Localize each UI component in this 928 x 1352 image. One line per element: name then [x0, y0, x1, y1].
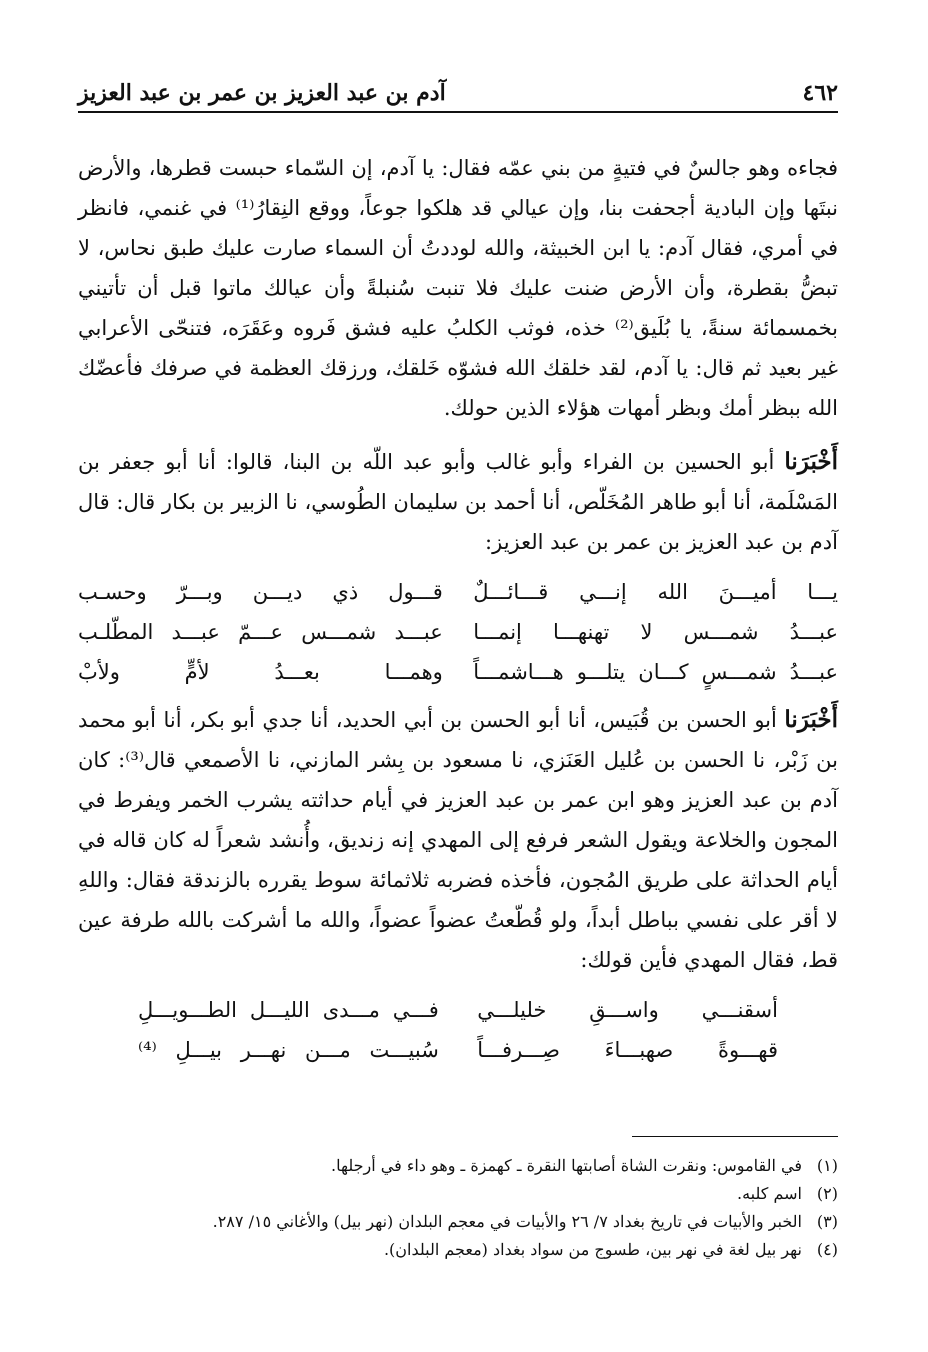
footnote-number: (١) [816, 1156, 838, 1175]
paragraph-2 [78, 442, 838, 562]
verse-line [78, 652, 838, 692]
footnotes [78, 1152, 838, 1264]
running-title: آدم بن عبد العزيز بن عمر بن عبد العزيز [78, 80, 446, 106]
hemistich-left: سُبيـــت مـــن نهـــر بيـــلِ ⁽⁴⁾ [138, 1038, 439, 1062]
footnote [78, 1152, 838, 1180]
verse-line [78, 612, 838, 652]
hemistich-left: فـــي مـــدى الليـــل الطـــويـــلِ [138, 998, 439, 1022]
hemistich-left: عبـــد شمـــس عـــمّ عبـــد المطّلـب [78, 620, 443, 644]
poem-1 [78, 572, 838, 692]
paragraph-3 [78, 700, 838, 980]
paragraph-3-text: أبو الحسن بن قُبَيس، أنا أبو الحسن بن أبي الحديد، أنا جدي أبو بكر، أنا أبو محمد بن زَبْر، نا الحسن بن عُليل العَنَزي، نا مسعود بن بِشر المازني، نا الأصمعي قال⁽³⁾: كان آدم بن عبد العزيز وهو ابن عمر بن عبد العزيز في أيام حداثته يشرب الخمر ويفرط في المجون والخلاعة ويقول الشعر فرفع إلى المهدي إنه زنديق، وأُنشد شعراً له كان قاله في أيام الحداثة على طريق المُجون، فأخذه فضربه ثلاثمائة سوط يقرره بالزندقة فقال: واللهِ لا أقر على نفسي بباطل أبداً، ولو قُطّعتُ عضواً عضواً، والله ما أشركت بالله طرفة عين قط، فقال المهدي فأين قولك: [78, 708, 838, 972]
poem-2 [138, 990, 778, 1070]
footnote-text: في القاموس: ونقرت الشاة أصابتها النقرة ـ كهمزة ـ وهو داء في أرجلها. [331, 1156, 802, 1175]
footnote-number: (٢) [816, 1184, 838, 1203]
hemistich-right: أسقنـــي واســـقِ خليلـــي [477, 998, 778, 1022]
main-text [78, 148, 838, 1070]
akhbarana-lead: أَخْبَرَنا [784, 706, 838, 733]
page-number: ٤٦٢ [802, 80, 838, 106]
akhbarana-lead: أَخْبَرَنا [784, 448, 838, 475]
hemistich-right: قهـــوةً صهبـــاءَ صِـــرفـــاً [477, 1038, 778, 1062]
paragraph-1: فجاءه وهو جالسٌ في فتيةٍ من بني عمّه فقال: يا آدم، إن السّماء حبست قطرها، والأرض نبتَها وإن البادية أجحفت بنا، وإن عيالي قد هلكوا جوعاً، ووقع النِقارُ⁽¹⁾ في غنمي، فانظر في أمري، فقال آدم: يا ابن الخبيثة، والله لوددتُ أن السماء صارت عليك طبق نحاس، لا تبضُّ بقطرة، وأن الأرض ضنت عليك فلا تنبت سُنبلةً وأن عيالك ماتوا قبل أن تأتيني بخمسمائة سنةً، يا بُلَيق⁽²⁾ خذه، فوثب الكلبُ عليه فشق فَروه وعَقَرَه، فتنحّى الأعرابي غير بعيد ثم قال: يا آدم، لقد خلقك الله فشوّه خَلقك، ورزقك العظمة في صرفك فأعضّك الله ببظر أمك وبظر أمهات هؤلاء الذين حولك. [78, 156, 838, 420]
hemistich-right: عبـــدُ شمـــسٍ كـــان يتلـــو هـــاشمـــاً [473, 660, 838, 684]
paragraph-2-text: أبو الحسين بن الفراء وأبو غالب وأبو عبد اللّه بن البنا، قالوا: أنا أبو جعفر بن المَسْلَمة، أنا أبو طاهر المُخَلّص، أنا أحمد بن سليمان الطُوسي، نا الزبير بن بكار قال: قال آدم بن عبد العزيز بن عمر بن عبد العزيز: [78, 450, 838, 554]
verse-line [138, 990, 778, 1030]
footnote [78, 1236, 838, 1264]
verse-line [78, 572, 838, 612]
footnote-text: نهر بيل لغة في نهر بين، طسوج من سواد بغداد (معجم البلدان). [383, 1240, 802, 1259]
verse-line [138, 1030, 778, 1070]
hemistich-right: عبـــدُ شمـــس لا تهنهـــا إنمـــا [473, 620, 838, 644]
footnote-text: الخبر والأبيات في تاريخ بغداد ٧/ ٢٦ والأبيات في معجم البلدان (نهر بيل) والأغاني ١٥/ ٢٨٧. [212, 1212, 802, 1231]
running-head [78, 66, 838, 106]
footnote-rule [632, 1136, 838, 1137]
footnote [78, 1180, 838, 1208]
header-rule [78, 111, 838, 113]
hemistich-left: قـــول ذي ديـــن وبـــرّ وحسـب [78, 580, 443, 604]
hemistich-right: يـــا أميـــنَ الله إنـــي قـــائـــلٌ [473, 580, 838, 604]
footnote-number: (٤) [816, 1240, 838, 1259]
hemistich-left: وهمـــا بعـــدُ لأمٍّ ولأبْ [78, 660, 443, 684]
footnote [78, 1208, 838, 1236]
footnote-text: اسم كلبه. [737, 1184, 802, 1203]
footnote-number: (٣) [816, 1212, 838, 1231]
